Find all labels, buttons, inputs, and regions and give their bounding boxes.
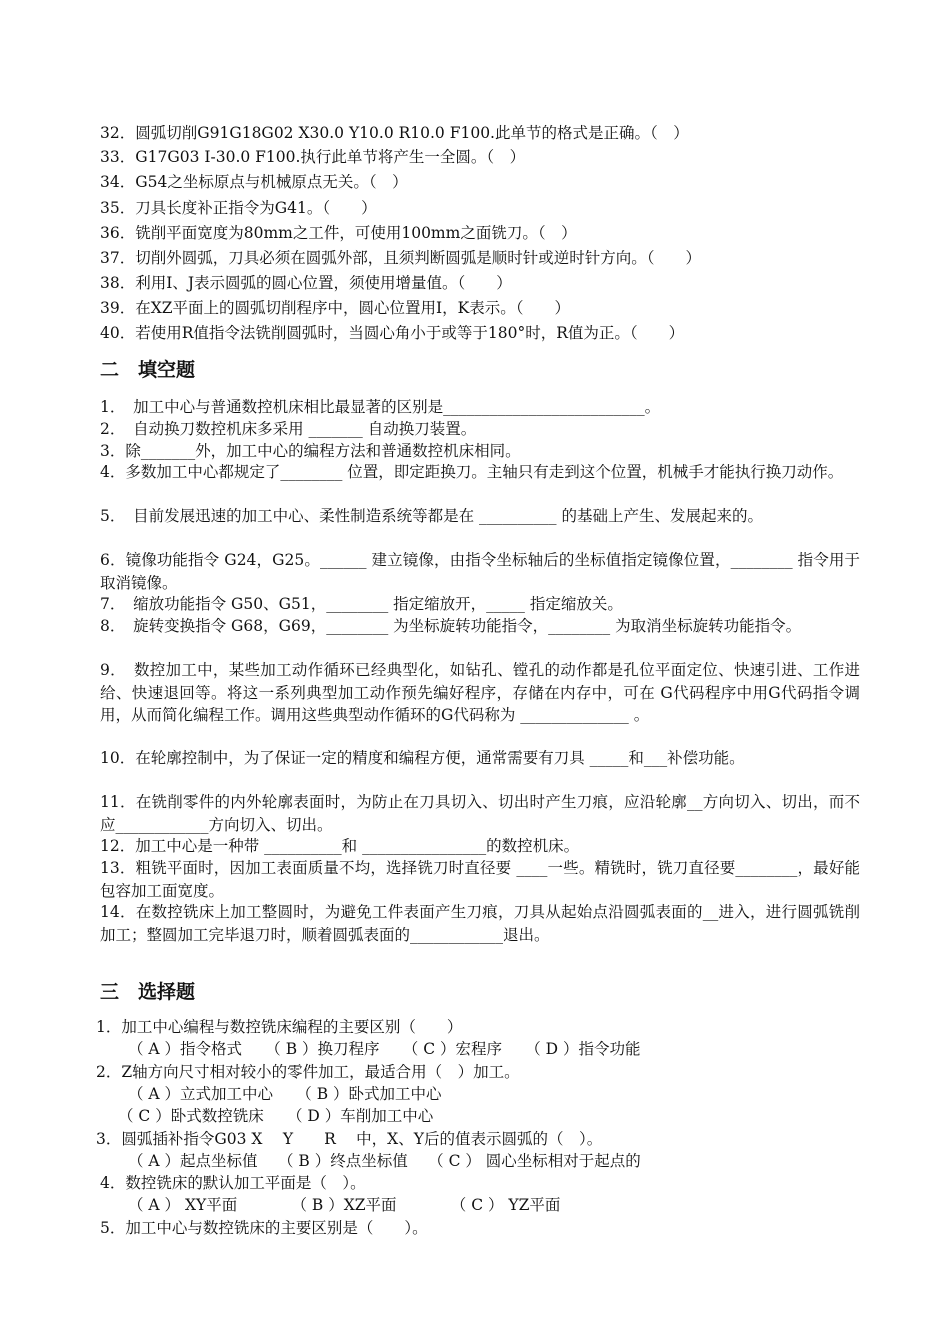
fill-item-1: 1． 加工中心与普通数控机床相比最显著的区别是__________________________。: [100, 398, 661, 416]
choice-question-3: 3．圆弧插补指令G03 X Y R 中，X、Y后的值表示圆弧的（ ）。: [96, 1130, 603, 1148]
choice-options-4: （ A ） XY平面 （ B ）XZ平面 （ C ） YZ平面: [128, 1196, 561, 1214]
choice-options-2b: （ C ）卧式数控铣床 （ D ）车削加工中心: [118, 1107, 434, 1125]
section-heading-fill-blank: 二 填空题: [100, 359, 196, 381]
fill-item-7: 7． 缩放功能指令 G50、G51，________ 指定缩放开，_____ 指定缩放关。: [100, 595, 623, 613]
fill-item-12: 12．加工中心是一种带 __________和 ________________的数控机床。: [100, 837, 580, 855]
judge-item-35: 35．刀具长度补正指令为G41。（ ）: [100, 199, 377, 217]
fill-item-3: 3．除_______外，加工中心的编程方法和普通数控机床相同。: [100, 442, 521, 460]
judge-item-39: 39．在XZ平面上的圆弧切削程序中，圆心位置用I，K表示。（ ）: [100, 299, 570, 317]
choice-question-5: 5．加工中心与数控铣床的主要区别是（ ）。: [100, 1219, 428, 1237]
judge-item-38: 38．利用I、J表示圆弧的圆心位置，须使用增量值。（ ）: [100, 274, 512, 292]
fill-item-9: 9． 数控加工中，某些加工动作循环已经典型化，如钻孔、镗孔的动作都是孔位平面定位、快速引进、工作进给、快速退回等。将这一系列典型加工动作预先编好程序，存储在内存中，可在 G代码程序中用G代码指令调用，从而简化编程工作。调用这些典型动作循环的G代码称为 ______________ 。: [100, 661, 860, 724]
judge-item-33: 33．G17G03 I-30.0 F100.执行此单节将产生一全圆。（ ）: [100, 148, 526, 166]
fill-item-5: 5． 目前发展迅速的加工中心、柔性制造系统等都是在 __________ 的基础上产生、发展起来的。: [100, 507, 763, 525]
choice-question-2: 2．Z轴方向尺寸相对较小的零件加工，最适合用（ ）加工。: [96, 1063, 520, 1081]
fill-item-6: 6．镜像功能指令 G24，G25。______ 建立镜像，由指令坐标轴后的坐标值指定镜像位置，________ 指令用于取消镜像。: [100, 551, 860, 592]
fill-item-10: 10．在轮廓控制中，为了保证一定的精度和编程方便，通常需要有刀具 _____和___补偿功能。: [100, 749, 745, 767]
judge-item-32: 32．圆弧切削G91G18G02 X30.0 Y10.0 R10.0 F100.此单节的格式是正确。（ ）: [100, 124, 689, 142]
fill-item-13: 13．粗铣平面时，因加工表面质量不均，选择铣刀时直径要 ____一些。精铣时，铣刀直径要________，最好能包容加工面宽度。: [100, 859, 860, 900]
judge-item-37: 37．切削外圆弧，刀具必须在圆弧外部，且须判断圆弧是顺时针或逆时针方向。（ ）: [100, 249, 701, 267]
fill-item-8: 8． 旋转变换指令 G68，G69，________ 为坐标旋转功能指令，________ 为取消坐标旋转功能指令。: [100, 617, 802, 635]
choice-options-2a: （ A ）立式加工中心 （ B ）卧式加工中心: [128, 1085, 442, 1103]
choice-question-1: 1．加工中心编程与数控铣床编程的主要区别（ ）: [96, 1018, 463, 1036]
section-heading-multiple-choice: 三 选择题: [100, 981, 196, 1003]
fill-item-4: 4．多数加工中心都规定了________ 位置，即定距换刀。主轴只有走到这个位置，机械手才能执行换刀动作。: [100, 463, 844, 481]
fill-item-14: 14．在数控铣床上加工整圆时，为避免工件表面产生刀痕，刀具从起始点沿圆弧表面的__进入，进行圆弧铣削加工；整圆加工完毕退刀时，顺着圆弧表面的____________退出。: [100, 903, 860, 944]
judge-item-34: 34．G54之坐标原点与机械原点无关。（ ）: [100, 173, 408, 191]
judge-item-36: 36．铣削平面宽度为80mm之工件，可使用100mm之面铣刀。（ ）: [100, 224, 577, 242]
fill-item-11: 11．在铣削零件的内外轮廓表面时，为防止在刀具切入、切出时产生刀痕，应沿轮廓__方向切入、切出，而不应____________方向切入、切出。: [100, 793, 860, 834]
choice-options-3: （ A ）起点坐标值 （ B ）终点坐标值 （ C ） 圆心坐标相对于起点的: [128, 1152, 641, 1170]
choice-options-1: （ A ）指令格式 （ B ）换刀程序 （ C ）宏程序 （ D ）指令功能: [128, 1040, 641, 1058]
judge-item-40: 40．若使用R值指令法铣削圆弧时，当圆心角小于或等于180°时，R值为正。（ ）: [100, 324, 685, 342]
fill-item-2: 2． 自动换刀数控机床多采用 _______ 自动换刀装置。: [100, 420, 477, 438]
choice-question-4: 4．数控铣床的默认加工平面是（ ）。: [100, 1174, 366, 1192]
